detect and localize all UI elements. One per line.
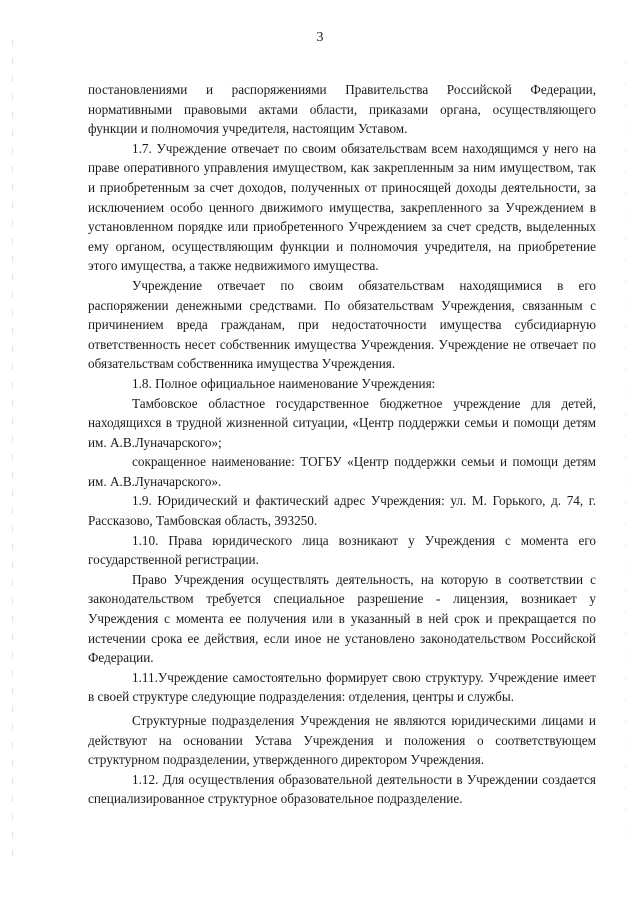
document-body bbox=[88, 80, 596, 809]
scan-edge-left bbox=[12, 40, 13, 860]
paragraph-structural-units: Структурные подразделения Учреждения не являются юридическими лицами и действуют на основании Устава Учреждения и положения о соответствующем структурном подразделении, утвержденного директором Учреждения. bbox=[88, 713, 596, 768]
page-number: 3 bbox=[316, 30, 324, 45]
paragraph-license: Право Учреждения осуществлять деятельность, на которую в соответствии с законодательством требуется специальное разрешение - лицензия, возникает у Учреждения с момента ее получения или в указанный в ней срок и прекращается по истечении срока ее действия, если иное не установлено законодательством Российской Федерации. bbox=[88, 571, 596, 666]
paragraph-1-10: 1.10. Права юридического лица возникают у Учреждения с момента его государственной регистрации. bbox=[88, 532, 596, 568]
paragraph-1-9: 1.9. Юридический и фактический адрес Учреждения: ул. М. Горького, д. 74, г. Рассказово, Тамбовская область, 393250. bbox=[88, 493, 596, 529]
paragraph-continuation: постановлениями и распоряжениями Правительства Российской Федерации, нормативными правовыми актами области, приказами органа, осуществляющего функции и полномочия учредителя, настоящим Уставом. bbox=[88, 82, 596, 137]
paragraph-1-12: 1.12. Для осуществления образовательной деятельности в Учреждении создается специализированное структурное образовательное подразделение. bbox=[88, 771, 596, 807]
paragraph-short-name: сокращенное наименование: ТОГБУ «Центр поддержки семьи и помощи детям им. А.В.Луначарского». bbox=[88, 454, 596, 489]
paragraph-1-7: 1.7. Учреждение отвечает по своим обязательствам всем находящимся у него на праве оперативного управления имуществом, как закрепленным за ним имуществом, так и приобретенным за счет доходов, полученных от приносящей доходы деятельности, за исключением особо ценного движимого имущества, закрепленного за Учреждением в установленном порядке или приобретенного Учреждением за счет средств, выделенных ему органом, осуществляющим функции и полномочия учредителя, на приобретение этого имущества, а также недвижимого имущества. bbox=[88, 140, 596, 274]
paragraph-1-8: 1.8. Полное официальное наименование Учреждения: bbox=[132, 375, 436, 391]
scan-edge-right bbox=[625, 60, 626, 840]
paragraph-1-11: 1.11.Учреждение самостоятельно формирует свою структуру. Учреждение имеет в своей структуре следующие подразделения: отделения, центры и службы. bbox=[88, 669, 596, 705]
paragraph-full-name: Тамбовское областное государственное бюджетное учреждение для детей, находящихся в трудной жизненной ситуации, «Центр поддержки семьи и помощи детям им. А.В.Луначарского»; bbox=[88, 395, 596, 450]
paragraph-liability: Учреждение отвечает по своим обязательствам находящимися в его распоряжении денежными средствами. По обязательствам Учреждения, связанным с причинением вреда гражданам, при недостаточности имущества субсидиарную ответственность несет собственник имущества Учреждения. Учреждение не отвечает по обязательствам собственника имущества Учреждения. bbox=[88, 277, 596, 372]
